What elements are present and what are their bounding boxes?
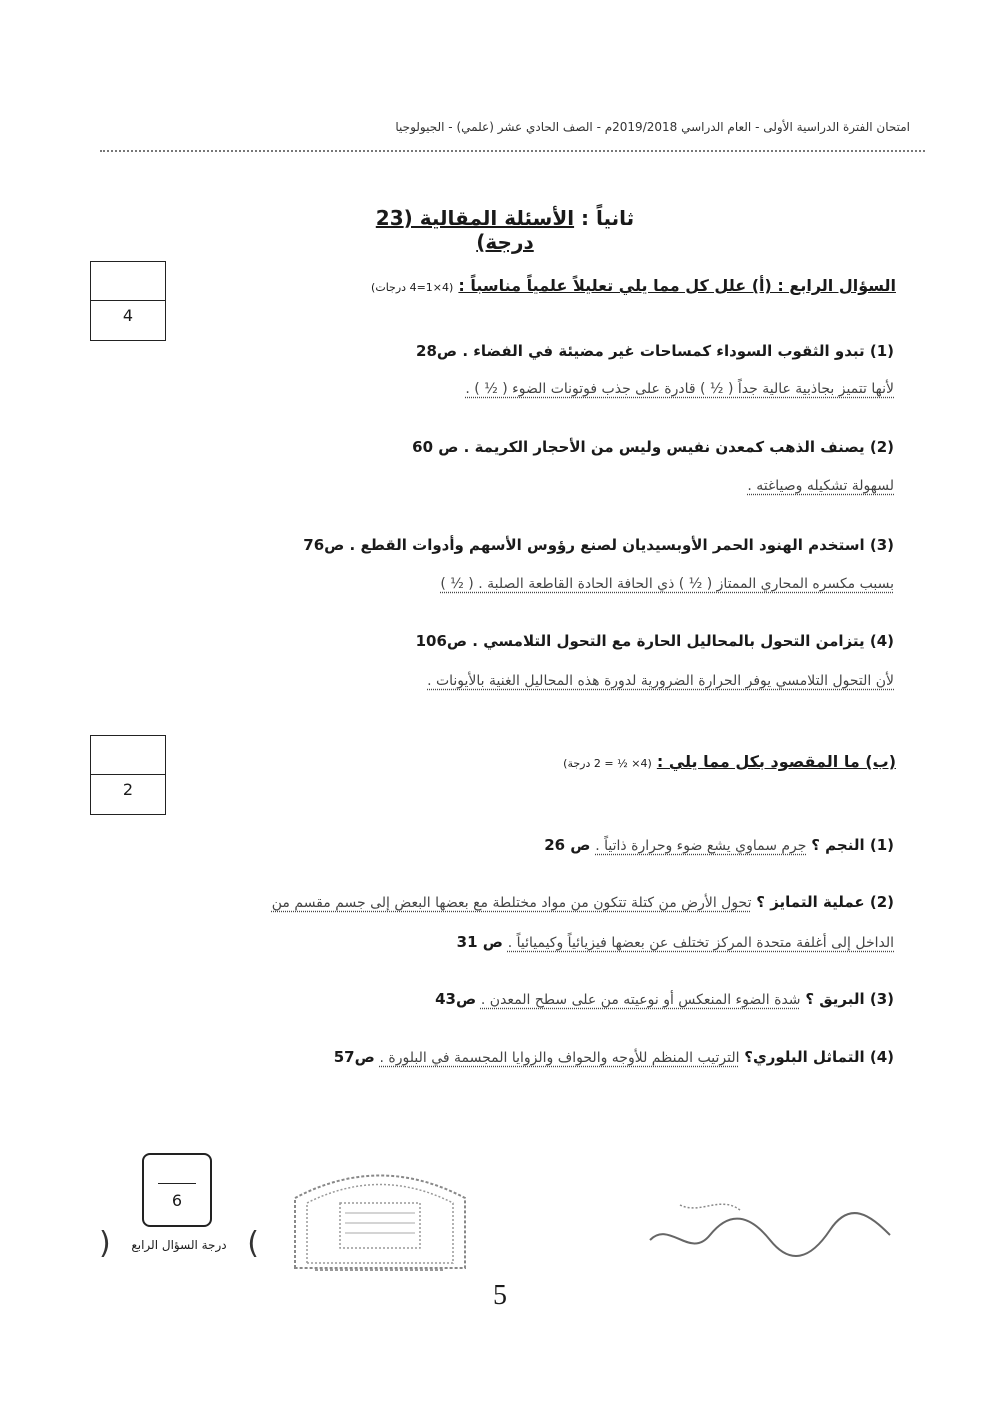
part-b-item-3 [94, 990, 894, 1008]
part-a-mark-box [90, 261, 166, 341]
total-score-label: ( درجة السؤال الرابع ) [99, 1226, 259, 1261]
part-b-item-4-ref: ص57 [333, 1048, 375, 1066]
part-b-item-2 [94, 893, 894, 911]
part-b-item-4 [94, 1048, 894, 1066]
part-a-item-4-answer: لأن التحول التلامسي يوفر الحرارة الضرورية لدورة هذه المحاليل الغنية بالأيونات . [427, 673, 894, 689]
total-score-label-text: درجة السؤال الرابع [131, 1238, 227, 1252]
part-b-title: (ب) ما المقصود بكل مما يلي : [656, 752, 896, 771]
part-a-title: السؤال الرابع : (أ) علل كل مما يلي تعليلاً علمياً مناسباً : [458, 276, 896, 295]
part-b-item-4-text: الترتيب المنظم للأوجه والحواف والزوايا المجسمة في البلورة . [379, 1050, 740, 1066]
page-number: 5 [493, 1280, 507, 1311]
part-b-mark-value: 2 [122, 780, 134, 799]
part-b-item-2-term: (2) عملية التمايز ؟ [756, 893, 894, 911]
part-b-item-1-text: جرم سماوي يشع ضوء وحرارة ذاتياً . [595, 838, 807, 854]
part-a-item-1-question: (1) تبدو الثقوب السوداء كمساحات غير مضيئة في الفضاء . ص28 [416, 342, 894, 360]
header-divider [100, 150, 925, 152]
part-b-item-3-text: شدة الضوء المنعكس أو نوعيته من على سطح المعدن . [480, 992, 801, 1008]
part-a-marks: (4×1=4 درجات) [371, 281, 454, 294]
part-a-item-1-answer: لأنها تتميز بجاذبية عالية جداً ( ½ ) قادرة على جذب فوتونات الضوء ( ½ ) . [465, 381, 894, 397]
part-b-item-1 [94, 836, 894, 854]
part-b-mark-box [90, 735, 166, 815]
part-b-item-2-continued [94, 933, 894, 951]
part-b-item-3-ref: ص43 [435, 990, 477, 1008]
total-score-value: 6 [171, 1191, 183, 1210]
part-a-heading [296, 276, 896, 295]
part-a-item-3-question: (3) استخدم الهنود الحمر الأوبسيديان لصنع رؤوس الأسهم وأدوات القطع . ص76 [303, 536, 894, 554]
ministry-seal-stamp [285, 1158, 475, 1278]
part-a-item-2-question: (2) يصنف الذهب كمعدن نفيس وليس من الأحجار الكريمة . ص 60 [412, 438, 894, 456]
part-b-item-2-text: تحول الأرض من كتلة تتكون من مواد مختلطة مع بعضها البعض إلى جسم مقسم من [271, 895, 752, 911]
part-b-item-4-term: (4) التماثل البلوري؟ [744, 1048, 894, 1066]
section-title [355, 206, 655, 254]
part-b-item-1-term: (1) النجم ؟ [811, 836, 894, 854]
handwritten-signature [640, 1185, 900, 1275]
part-b-item-2b-text: الداخل إلى أغلفة متحدة المركز تختلف عن بعضها فيزيائياً وكيميائياً . [507, 935, 894, 951]
part-a-item-4-question: (4) يتزامن التحول بالمحاليل الحارة مع التحول التلامسي . ص106 [415, 632, 894, 650]
part-a-mark-value: 4 [122, 306, 134, 325]
exam-header: امتحان الفترة الدراسية الأولى - العام الدراسي 2019/2018م - الصف الحادي عشر (علمي) - الجيولوجيا [395, 120, 910, 134]
part-b-item-2b-ref: ص 31 [456, 933, 503, 951]
section-title-main: الأسئلة المقالية (23 درجة) [375, 206, 575, 254]
section-title-prefix: ثانياً : [574, 206, 635, 230]
part-b-heading [296, 752, 896, 771]
part-b-marks: (4× ½ = 2 درجة) [563, 757, 652, 770]
part-a-item-2-answer: لسهولة تشكيله وصياغته . [747, 478, 894, 494]
part-b-item-3-term: (3) البريق ؟ [805, 990, 894, 1008]
part-a-item-3-answer: بسبب مكسره المحاري الممتاز ( ½ ) ذي الحافة الحادة القاطعة الصلبة . ( ½ ) [440, 576, 894, 592]
total-score-box [142, 1153, 212, 1227]
part-b-item-1-ref: ص 26 [544, 836, 591, 854]
